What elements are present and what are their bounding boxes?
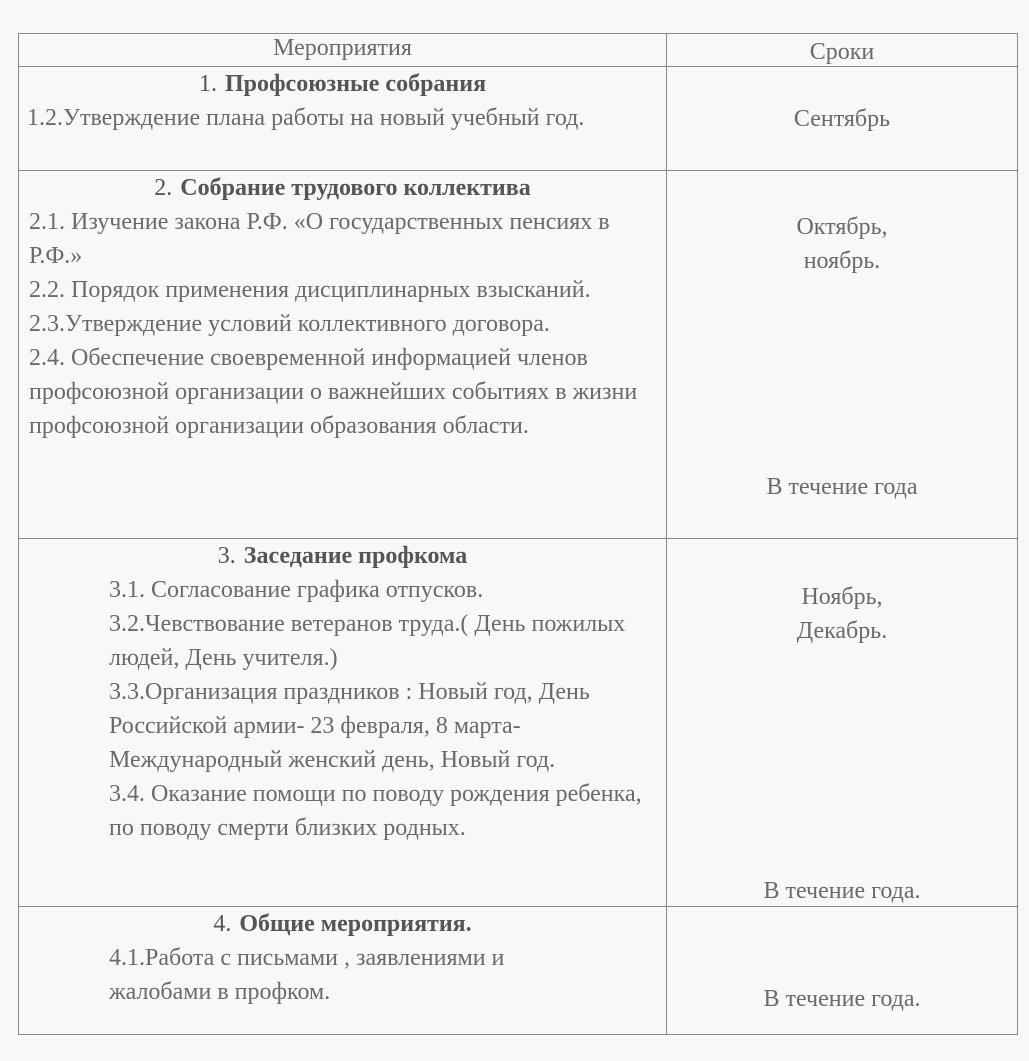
section-terms-cell: [667, 67, 1018, 171]
term-value: Сентябрь: [793, 106, 891, 132]
table-header-row: [19, 34, 1018, 67]
list-item: 3.2.Чевствование ветеранов труда.( День пожилых людей, День учителя.): [109, 611, 626, 671]
section-title: 2. Собрание трудового коллектива: [154, 175, 531, 201]
section-title: 3. Заседание профкома: [217, 543, 468, 569]
section-terms-cell: [667, 539, 1018, 907]
list-item: 3.3.Организация праздников : Новый год, День Российской армии- 23 февраля, 8 марта- Международный женский день, Новый год.: [109, 679, 590, 773]
list-item: 1.2.Утверждение плана работы на новый учебный год.: [27, 105, 585, 131]
term-value: В течение года.: [763, 986, 921, 1012]
header-events: Мероприятия: [19, 34, 667, 67]
section-terms-cell: [667, 171, 1018, 539]
term-value: Ноябрь,: [801, 584, 883, 610]
events-table: [18, 33, 1018, 1035]
term-value: В течение года.: [763, 878, 921, 904]
list-item: 2.2. Порядок применения дисциплинарных взысканий.: [29, 277, 591, 303]
header-terms: Сроки: [667, 34, 1018, 67]
section-title: 4. Общие мероприятия.: [213, 911, 472, 937]
list-item: 3.4. Оказание помощи по поводу рождения ребенка, по поводу смерти близких родных.: [109, 781, 642, 841]
term-value: ноябрь.: [803, 248, 881, 274]
section-events-cell: [19, 539, 667, 907]
term-value: Декабрь.: [796, 618, 888, 644]
list-item: 2.4. Обеспечение своевременной информацией членов профсоюзной организации о важнейших событиях в жизни профсоюзной организации образования области.: [29, 345, 638, 439]
section-terms-cell: [667, 907, 1018, 1035]
term-value: В течение года: [766, 474, 918, 500]
section-events-cell: [19, 67, 667, 171]
table-row: [19, 171, 1018, 539]
section-events-cell: [19, 171, 667, 539]
list-item: 2.3.Утверждение условий коллективного договора.: [29, 311, 550, 337]
term-value: Октябрь,: [796, 214, 888, 240]
list-item: 3.1. Согласование графика отпусков.: [109, 577, 484, 603]
section-title: 1. Профсоюзные собрания: [198, 71, 487, 97]
table-row: [19, 539, 1018, 907]
list-item: 2.1. Изучение закона Р.Ф. «О государственных пенсиях в Р.Ф.»: [29, 209, 610, 269]
list-item: 4.1.Работа с письмами , заявлениями и жалобами в профком.: [109, 945, 505, 1005]
table-row: [19, 67, 1018, 171]
section-events-cell: [19, 907, 667, 1035]
table-row: [19, 907, 1018, 1035]
